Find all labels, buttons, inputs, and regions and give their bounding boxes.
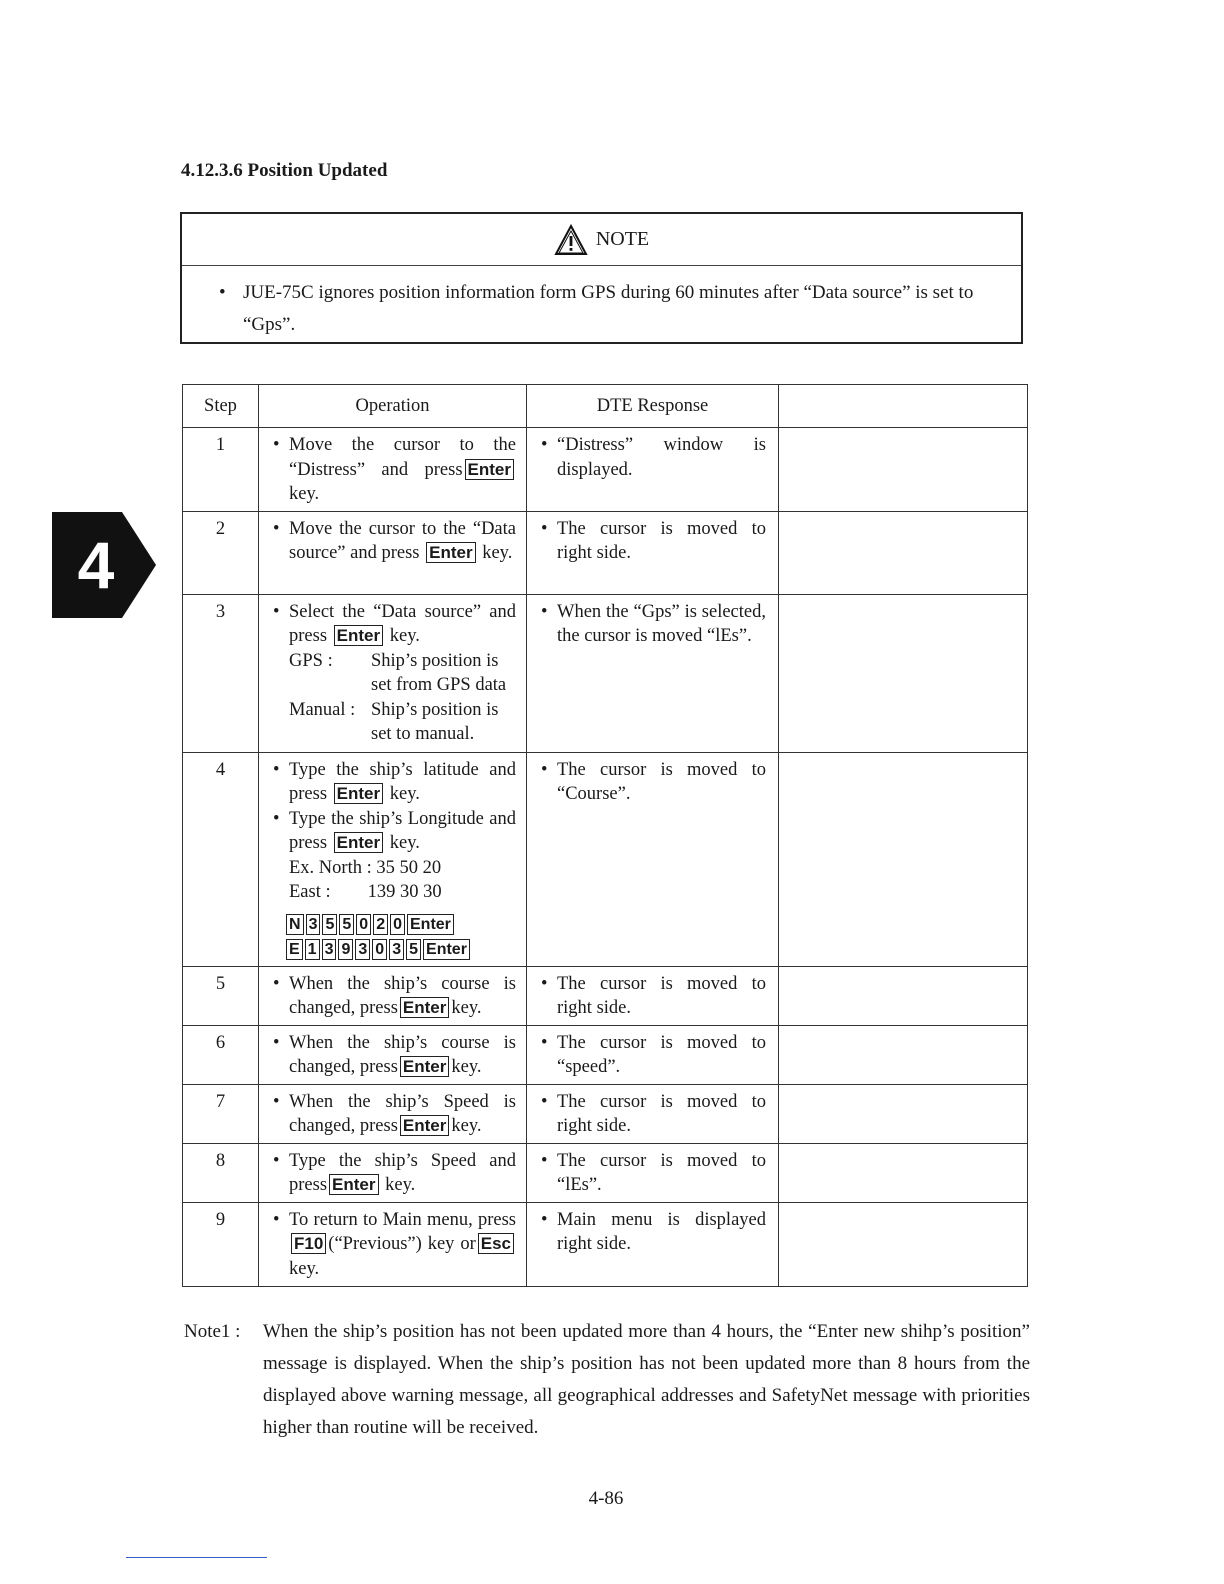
- bullet-icon: •: [219, 282, 226, 303]
- response-text: When the “Gps” is selected, the cursor is moved “lEs”.: [557, 601, 766, 646]
- operation-text: When the ship’s Speed is changed, press: [289, 1091, 516, 1136]
- procedure-table: [182, 384, 1028, 1287]
- response-text: The cursor is moved to “speed”.: [557, 1032, 766, 1077]
- manual-description: Ship’s position is set to manual.: [371, 699, 499, 744]
- operation-text-end: key.: [451, 1116, 482, 1136]
- table-row: [183, 1143, 1028, 1202]
- table-row: [183, 428, 1028, 512]
- operation-text: To return to Main menu, press: [289, 1209, 516, 1230]
- header-dte-response: DTE Response: [527, 385, 779, 428]
- step-number: 4: [183, 752, 259, 966]
- operation-text: Select the “Data source” and press: [289, 601, 516, 646]
- blank-cell: [779, 1025, 1028, 1084]
- operation-cell: • Move the cursor to the “Distress” and press Enter key.: [259, 428, 527, 512]
- table-row: [183, 1202, 1028, 1287]
- operation-text-end: key.: [482, 543, 513, 563]
- key-cap: E: [286, 939, 303, 960]
- operation-text: When the ship’s course is changed, press: [289, 973, 516, 1018]
- f10-key: F10: [291, 1233, 326, 1254]
- response-cell: • “Distress” window is displayed.: [527, 428, 779, 512]
- note-text: JUE-75C ignores position information form GPS during 60 minutes after “Data source” is set to “Gps”.: [243, 282, 974, 335]
- manual-label: Manual :: [289, 699, 356, 720]
- response-text: Main menu is displayed right side.: [557, 1209, 766, 1254]
- key-cap: 5: [339, 914, 354, 935]
- key-cap: 1: [305, 939, 320, 960]
- example-east: East : 139 30 30: [289, 882, 442, 902]
- operation-text: Move the cursor to the “Data source” and press: [289, 518, 516, 563]
- key-cap: 0: [372, 939, 387, 960]
- header-operation: Operation: [259, 385, 527, 428]
- response-cell: • Main menu is displayed right side.: [527, 1202, 779, 1287]
- key-cap: 5: [406, 939, 421, 960]
- key-cap: 3: [355, 939, 370, 960]
- step-number: 3: [183, 594, 259, 752]
- note-header: [182, 214, 1021, 266]
- gps-label: GPS :: [289, 650, 333, 671]
- key-cap: 5: [322, 914, 337, 935]
- key-cap: 0: [390, 914, 405, 935]
- operation-cell: • Move the cursor to the “Data source” and press Enter key.: [259, 511, 527, 594]
- page-number: 4-86: [588, 1488, 624, 1509]
- table-row: [183, 752, 1028, 966]
- footnote-text: When the ship’s position has not been updated more than 4 hours, the “Enter new shihp’s position” message is displayed. When the ship’s position has not been updated more than 8 hours from the displayed above warning message, all geographical addresses and SafetyNet message with priorities higher than routine will be received.: [263, 1321, 1030, 1438]
- key-cap: N: [286, 914, 304, 935]
- step-number: 1: [183, 428, 259, 512]
- table-row: [183, 1084, 1028, 1143]
- operation-text-end: key.: [385, 1175, 416, 1195]
- operation-cell: • When the ship’s course is changed, press Enter key.: [259, 1025, 527, 1084]
- blank-cell: [779, 1084, 1028, 1143]
- header-step: Step: [183, 385, 259, 428]
- blank-cell: [779, 511, 1028, 594]
- table-row: [183, 966, 1028, 1025]
- response-text: The cursor is moved to “Course”.: [557, 759, 766, 804]
- response-cell: • The cursor is moved to “Course”.: [527, 752, 779, 966]
- blank-cell: [779, 594, 1028, 752]
- operation-text: Type the ship’s latitude and press: [289, 759, 516, 804]
- response-text: The cursor is moved to right side.: [557, 518, 766, 563]
- operation-text-end: key.: [289, 484, 320, 504]
- response-cell: • The cursor is moved to “speed”.: [527, 1025, 779, 1084]
- operation-text: When the ship’s course is changed, press: [289, 1032, 516, 1077]
- key-cap: 9: [338, 939, 353, 960]
- gps-option: [273, 649, 516, 698]
- operation-text-end: key.: [389, 784, 420, 804]
- enter-key: Enter: [426, 542, 475, 563]
- note-title: NOTE: [595, 228, 650, 250]
- table-row: [183, 1025, 1028, 1084]
- blank-cell: [779, 1143, 1028, 1202]
- operation-text-end: key.: [289, 1258, 320, 1279]
- key-cap: 2: [373, 914, 388, 935]
- response-cell: • When the “Gps” is selected, the cursor is moved “lEs”.: [527, 594, 779, 752]
- response-text: The cursor is moved to right side.: [557, 1091, 766, 1136]
- enter-key: Enter: [334, 832, 383, 853]
- section-heading: 4.12.3.6 Position Updated: [181, 160, 388, 181]
- step-number: 7: [183, 1084, 259, 1143]
- operation-cell: • Type the ship’s latitude and press Enter key. • Type the ship’s Longitude and press Enter key. Ex. North : 35 50 20 East : 139 30 30 N 3 5 5 0 2 0 Enter E 1 3 9 3 0 3 5 Enter: [259, 752, 527, 966]
- chapter-tab-icon: [52, 512, 156, 618]
- blank-cell: [779, 428, 1028, 512]
- step-number: 9: [183, 1202, 259, 1287]
- enter-key: Enter: [400, 1056, 449, 1077]
- key-sequence-east: [273, 938, 516, 961]
- response-text: “Distress” window is displayed.: [557, 435, 766, 480]
- operation-text-2: Type the ship’s Longitude and press: [289, 808, 516, 853]
- manual-option: [273, 698, 516, 747]
- warning-triangle-icon: [554, 224, 588, 256]
- footer-rule: [126, 1557, 267, 1558]
- table-row: [183, 594, 1028, 752]
- operation-text-mid: (“Previous”) key or: [328, 1234, 476, 1254]
- operation-cell: • Type the ship’s Speed and press Enter key.: [259, 1143, 527, 1202]
- operation-text: Move the cursor to the “Distress” and press: [289, 435, 516, 480]
- enter-key: Enter: [400, 997, 449, 1018]
- key-cap: 3: [322, 939, 337, 960]
- key-cap: Enter: [407, 914, 454, 935]
- table-header-row: [183, 385, 1028, 428]
- operation-text-end: key.: [389, 626, 420, 646]
- enter-key: Enter: [329, 1174, 378, 1195]
- step-number: 6: [183, 1025, 259, 1084]
- step-number: 5: [183, 966, 259, 1025]
- operation-text: Type the ship’s Speed and press: [289, 1150, 516, 1195]
- blank-cell: [779, 966, 1028, 1025]
- response-cell: • The cursor is moved to right side.: [527, 966, 779, 1025]
- key-sequence-north: [273, 913, 516, 936]
- enter-key: Enter: [400, 1115, 449, 1136]
- key-cap: 3: [389, 939, 404, 960]
- operation-text-2-end: key.: [389, 833, 420, 853]
- esc-key: Esc: [478, 1233, 514, 1254]
- key-cap: 3: [306, 914, 321, 935]
- operation-text-end: key.: [451, 1057, 482, 1077]
- operation-text-end: key.: [451, 998, 482, 1018]
- footnote: [184, 1316, 1030, 1444]
- enter-key: Enter: [465, 459, 514, 480]
- key-cap: Enter: [423, 939, 470, 960]
- gps-description: Ship’s position is set from GPS data: [371, 650, 507, 695]
- operation-cell: • Select the “Data source” and press Enter key. GPS : Ship’s position is set from GPS data Manual : Ship’s position is set to manual.: [259, 594, 527, 752]
- operation-cell: • When the ship’s course is changed, press Enter key.: [259, 966, 527, 1025]
- example-north: Ex. North : 35 50 20: [289, 857, 442, 878]
- table-row: [183, 511, 1028, 594]
- note-box: [180, 212, 1023, 344]
- response-cell: • The cursor is moved to “lEs”.: [527, 1143, 779, 1202]
- enter-key: Enter: [334, 625, 383, 646]
- step-number: 8: [183, 1143, 259, 1202]
- response-cell: • The cursor is moved to right side.: [527, 1084, 779, 1143]
- chapter-number: 4: [77, 528, 115, 602]
- enter-key: Enter: [334, 783, 383, 804]
- response-text: The cursor is moved to “lEs”.: [557, 1150, 766, 1195]
- footnote-label: Note1 :: [184, 1321, 241, 1342]
- response-cell: • The cursor is moved to right side.: [527, 511, 779, 594]
- operation-cell: • To return to Main menu, pressF10 (“Previous”) key or Esckey.: [259, 1202, 527, 1287]
- response-text: The cursor is moved to right side.: [557, 973, 766, 1018]
- header-blank: [779, 385, 1028, 428]
- blank-cell: [779, 1202, 1028, 1287]
- key-cap: 0: [356, 914, 371, 935]
- step-number: 2: [183, 511, 259, 594]
- operation-cell: • When the ship’s Speed is changed, press Enter key.: [259, 1084, 527, 1143]
- blank-cell: [779, 752, 1028, 966]
